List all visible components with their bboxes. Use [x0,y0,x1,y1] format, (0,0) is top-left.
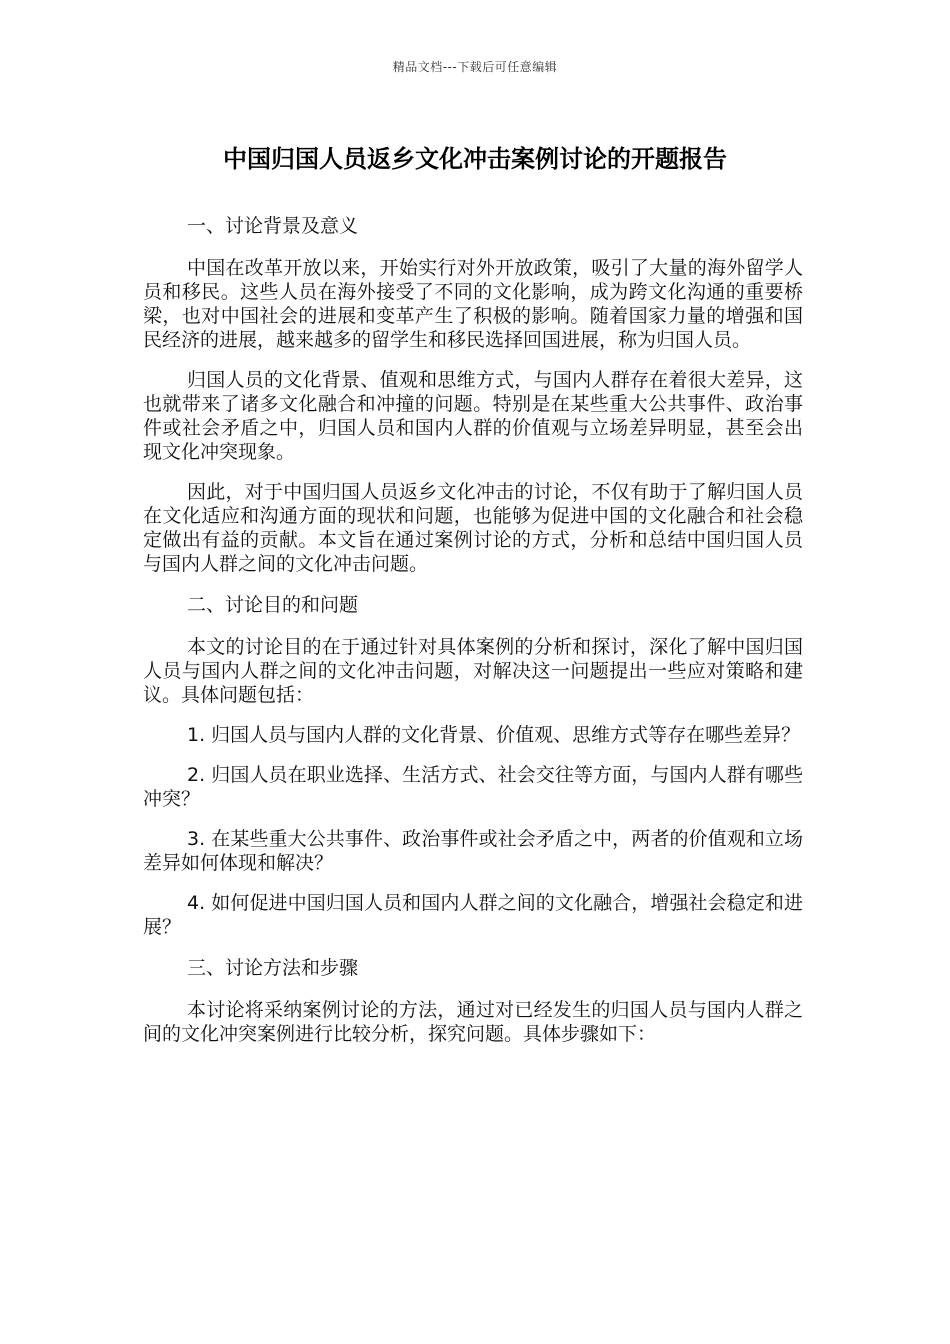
paragraph: 归国人员的文化背景、值观和思维方式，与国内人群存在着很大差异，这也就带来了诸多文化融合和冲撞的问题。特别是在某些重大公共事件、政治事件或社会矛盾之中，归国人员和国内人群的价值观与立场差异明显，甚至会出现文化冲突现象。 [143,369,803,463]
question-item: 2. 归国人员在职业选择、生活方式、社会交往等方面，与国内人群有哪些冲突？ [143,764,803,810]
paragraph: 中国在改革开放以来，开始实行对外开放政策，吸引了大量的海外留学人员和移民。这些人员在海外接受了不同的文化影响，成为跨文化沟通的重要桥梁，也对中国社会的进展和变革产生了积极的影响。随着国家力量的增强和国民经济的进展，越来越多的留学生和移民选择回国进展，称为归国人员。 [143,257,803,351]
question-item: 3. 在某些重大公共事件、政治事件或社会矛盾之中，两者的价值观和立场差异如何体现和解决？ [143,828,803,874]
section-heading-methods: 三、讨论方法和步骤 [187,957,359,979]
header-note: 精品文档---下载后可任意编辑 [392,60,558,74]
section-heading-objectives: 二、讨论目的和问题 [187,594,359,616]
paragraph: 因此，对于中国归国人员返乡文化冲击的讨论，不仅有助于了解归国人员在文化适应和沟通方面的现状和问题，也能够为促进中国的文化融合和社会稳定做出有益的贡献。本文旨在通过案例讨论的方式，分析和总结中国归国人员与国内人群之间的文化冲击问题。 [143,481,803,575]
paragraph: 本文的讨论目的在于通过针对具体案例的分析和探讨，深化了解中国归国人员与国内人群之间的文化冲击问题，对解决这一问题提出一些应对策略和建议。具体问题包括： [143,636,803,706]
paragraph: 本讨论将采纳案例讨论的方法，通过对已经发生的归国人员与国内人群之间的文化冲突案例进行比较分析，探究问题。具体步骤如下： [143,999,803,1045]
question-item: 4. 如何促进中国归国人员和国内人群之间的文化融合，增强社会稳定和进展？ [143,892,803,938]
document-body [143,213,803,1062]
section-heading-background: 一、讨论背景及意义 [187,215,359,237]
document-title: 中国归国人员返乡文化冲击案例讨论的开题报告 [223,145,727,173]
question-item: 1. 归国人员与国内人群的文化背景、价值观、思维方式等存在哪些差异？ [187,724,801,746]
